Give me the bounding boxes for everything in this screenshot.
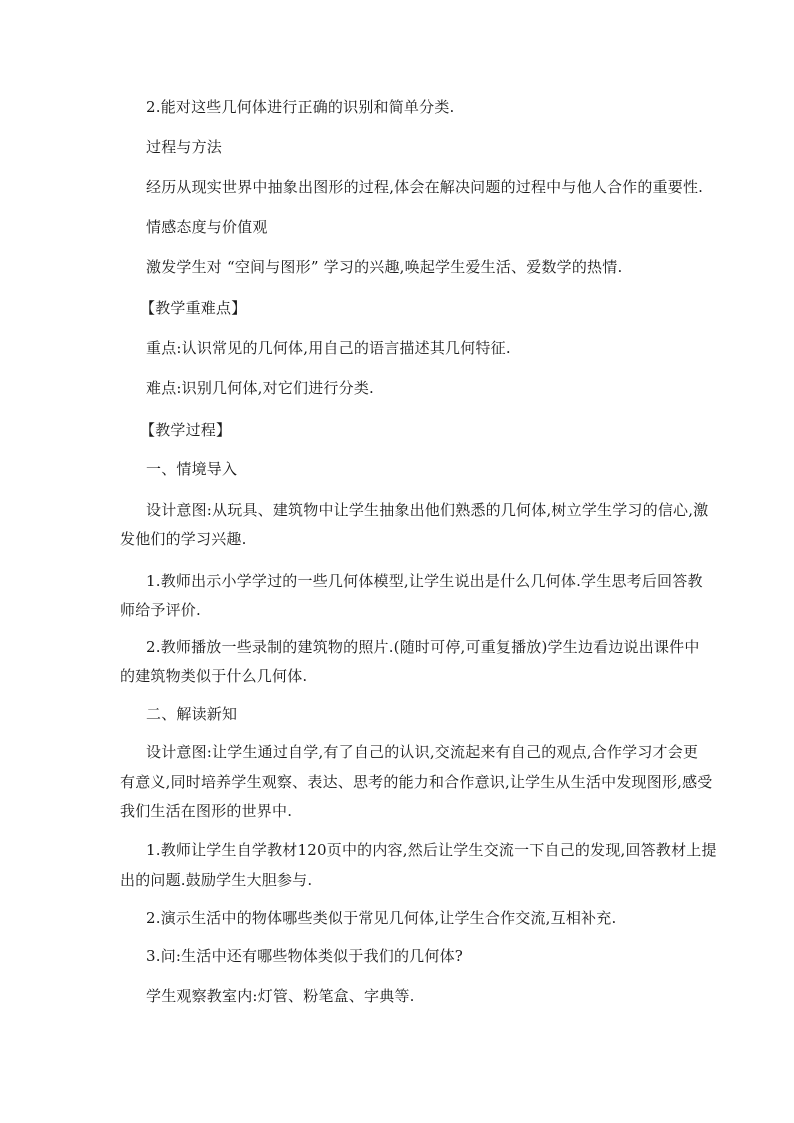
key-point: 重点:认识常见的几何体,用自己的语言描述其几何特征.: [146, 339, 511, 357]
section-2-design-intent: 设计意图:让学生通过自学,有了自己的认识,交流起来有自己的观点,合作学习才会更: [146, 743, 699, 761]
section-2-design-intent-cont-1: 有意义,同时培养学生观察、表达、思考的能力和合作意识,让学生从生活中发现图形,感受: [120, 773, 713, 791]
section-1-item-2-cont: 的建筑物类似于什么几何体.: [120, 667, 308, 685]
section-2-item-3: 3.问:生活中还有哪些物体类似于我们的几何体?: [146, 947, 464, 965]
section-1-item-1: 1.教师出示小学学过的一些几何体模型,让学生说出是什么几何体.学生思考后回答教: [146, 572, 703, 590]
section-1-title: 一、情境导入: [146, 460, 238, 478]
section-1-item-1-cont: 师给予评价.: [120, 601, 201, 619]
section-1-design-intent-cont: 发他们的学习兴趣.: [120, 530, 247, 548]
section-2-title: 二、解读新知: [146, 705, 238, 723]
emotion-attitude-heading: 情感态度与价值观: [146, 218, 268, 236]
process-method-text: 经历从现实世界中抽象出图形的过程,体会在解决问题的过程中与他人合作的重要性.: [146, 178, 704, 196]
objective-2: 2.能对这些几何体进行正确的识别和简单分类.: [146, 98, 455, 116]
emotion-attitude-text: 激发学生对 “空间与图形” 学习的兴趣,唤起学生爱生活、爱数学的热情.: [146, 258, 623, 276]
key-points-heading: 【教学重难点】: [140, 299, 247, 317]
section-1-item-2: 2.教师播放一些录制的建筑物的照片.(随时可停,可重复播放)学生边看边说出课件中: [146, 638, 700, 656]
section-2-item-2: 2.演示生活中的物体哪些类似于常见几何体,让学生合作交流,互相补充.: [146, 909, 617, 927]
section-2-design-intent-cont-2: 我们生活在图形的世界中.: [120, 802, 293, 820]
difficult-point: 难点:识别几何体,对它们进行分类.: [146, 379, 374, 397]
section-1-design-intent: 设计意图:从玩具、建筑物中让学生抽象出他们熟悉的几何体,树立学生学习的信心,激: [146, 501, 709, 519]
section-2-observation: 学生观察教室内:灯管、粉笔盒、字典等.: [146, 987, 415, 1005]
teaching-process-heading: 【教学过程】: [140, 421, 232, 439]
section-2-item-1-cont: 出的问题.鼓励学生大胆参与.: [120, 871, 313, 889]
process-method-heading: 过程与方法: [146, 138, 223, 156]
section-2-item-1: 1.教师让学生自学教材120页中的内容,然后让学生交流一下自己的发现,回答教材上提: [146, 841, 717, 859]
